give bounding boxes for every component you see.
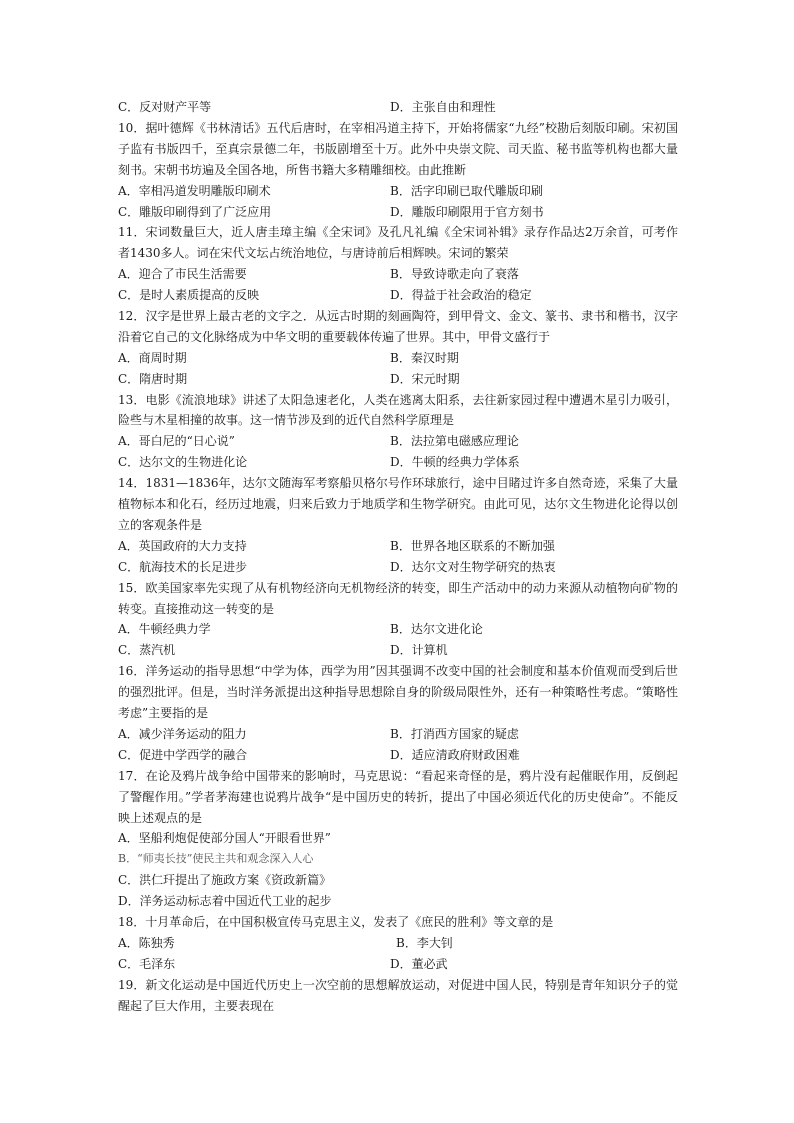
options-row <box>118 536 678 557</box>
question-stem: 14．1831—1836年，达尔文随海军考察船贝格尔号作环球旅行，途中目睹过许多自然奇迹，采集了大量植物标本和化石，经历过地震，归来后致力于地质学和生物学研究。由此可见，达尔文生物进化论得以创立的客观条件是 <box>118 476 678 532</box>
option-c: C．毛泽东 <box>118 956 176 971</box>
option-d: D．宋元时期 <box>390 371 460 386</box>
option-a: A．哥白尼的“日心说” <box>118 434 235 449</box>
question-stem: 12．汉字是世界上最古老的文字之．从远古时期的刻画陶符，到甲骨文、金文、篆书、隶书和楷书，汉字沿着它自己的文化脉络成为中华文明的重要载体传遍了世界。其中，甲骨文盛行于 <box>118 308 678 344</box>
option-c: C．航海技术的长足进步 <box>118 559 248 574</box>
options-row <box>118 452 678 473</box>
option-c: C．反对财产平等 <box>118 100 212 114</box>
option-b: B．打消西方国家的疑虑 <box>390 726 519 741</box>
option-d: D．计算机 <box>390 643 448 658</box>
question-stem: 10．据叶德辉《书林清话》五代后唐时，在宰相冯道主持下，开始将儒家“九经”校勘后刻版印刷。宋初国子监有书版四千，至真宗景德二年，书版剧增至十万。此外中央崇文院、司天监、秘书监等机构也都大量刻书。宋朝书坊遍及全国各地，所售书籍大多精雕细校。由此推断 <box>118 120 678 177</box>
option-b: B．世界各地区联系的不断加强 <box>390 538 555 553</box>
option-c: C．是时人素质提高的反映 <box>118 288 260 303</box>
option-c: C．蒸汽机 <box>118 643 176 658</box>
question-list <box>118 97 678 1017</box>
options-row <box>118 348 678 369</box>
option-b: B．“师夷长技”使民主共和观念深入人心 <box>118 852 314 866</box>
options-row <box>118 933 678 954</box>
question-stem: 18．十月革命后，在中国积极宣传马克思主义，发表了《庶民的胜利》等文章的是 <box>118 915 554 930</box>
option-c: C．洪仁玕提出了施政方案《资政新篇》 <box>118 873 332 888</box>
option-c: C．雕版印刷得到了广泛应用 <box>118 204 272 219</box>
option-d: D．雕版印刷限用于官方刻书 <box>390 204 544 219</box>
options-row <box>118 369 678 390</box>
question-stem: 19．新文化运动是中国近代历史上一次空前的思想解放运动，对促进中国人民，特别是青年知识分子的觉醒起了巨大作用，主要表现在 <box>118 977 678 1013</box>
question-stem: 11．宋词数量巨大，近人唐圭璋主编《全宋词》及孔凡礼编《全宋词补辑》录存作品达2万余首，可考作者1430多人。词在宋代文坛占统治地位，与唐诗前后相辉映。宋词的繁荣 <box>118 225 678 261</box>
option-a: A．迎合了市民生活需要 <box>118 267 247 282</box>
question-stem: 15．欧美国家率先实现了从有机物经济向无机物经济的转变，即生产活动中的动力来源从动植物向矿物的转变。直接推动这一转变的是 <box>118 580 678 616</box>
options-row <box>118 640 678 661</box>
option-c: C．促进中学西学的融合 <box>118 747 248 762</box>
option-a: A．坚船利炮促使部分国人“开眼看世界” <box>118 831 331 846</box>
option-d: D．董必武 <box>390 956 448 971</box>
option-d: D．适应清政府财政困难 <box>390 747 520 762</box>
options-row <box>118 431 678 452</box>
options-row <box>118 745 678 766</box>
options-row <box>118 97 678 118</box>
options-row <box>118 285 678 306</box>
option-a: A．减少洋务运动的阻力 <box>118 726 247 741</box>
options-row <box>118 557 678 578</box>
option-a: A．陈独秀 <box>118 935 175 950</box>
option-c: C．达尔文的生物进化论 <box>118 455 248 470</box>
options-row <box>118 202 678 223</box>
option-a: A．牛顿经典力学 <box>118 622 211 637</box>
options-row <box>118 619 678 640</box>
option-a: A．宰相冯道发明雕版印刷术 <box>118 183 271 198</box>
options-row <box>118 724 678 745</box>
question-stem: 17．在论及鸦片战争给中国带来的影响时，马克思说：“看起来奇怪的是，鸦片没有起催眠作用，反倒起了警醒作用。”学者茅海建也说鸦片战争“是中国历史的转折，提出了中国必须近代化的历史使命”。不能反映上述观点的是 <box>118 768 678 825</box>
option-b: B．达尔文进化论 <box>390 622 483 637</box>
option-d: D．洋务运动标志着中国近代工业的起步 <box>118 894 332 909</box>
option-b: B．活字印刷已取代雕版印刷 <box>390 183 543 198</box>
option-b: B．李大钊 <box>396 935 453 950</box>
option-b: B．导致诗歌走向了衰落 <box>390 267 519 282</box>
options-row <box>118 181 678 202</box>
option-a: A．商周时期 <box>118 350 187 365</box>
options-row <box>118 954 678 975</box>
question-stem: 16．洋务运动的指导思想“中学为体，西学为用”因其强调不改变中国的社会制度和基本价值观而受到后世的强烈批评。但是，当时洋务派提出这种指导思想除自身的阶级局限性外，还有一种策略性考虑。“策略性考虑”主要指的是 <box>118 664 678 721</box>
option-d: D．牛顿的经典力学体系 <box>390 455 520 470</box>
option-d: D．达尔文对生物学研究的热衷 <box>390 559 556 574</box>
option-a: A．英国政府的大力支持 <box>118 538 247 553</box>
option-b: B．秦汉时期 <box>390 350 459 365</box>
options-row <box>118 264 678 285</box>
question-stem: 13．电影《流浪地球》讲述了太阳急速老化，人类在逃离太阳系，去往新家园过程中遭遇木星引力吸引，险些与木星相撞的故事。这一情节涉及到的近代自然科学原理是 <box>118 392 678 428</box>
option-b: B．法拉第电磁感应理论 <box>390 434 519 449</box>
option-d: D．得益于社会政治的稳定 <box>390 288 532 303</box>
option-c: C．隋唐时期 <box>118 371 188 386</box>
option-d: D．主张自由和理性 <box>390 100 496 114</box>
